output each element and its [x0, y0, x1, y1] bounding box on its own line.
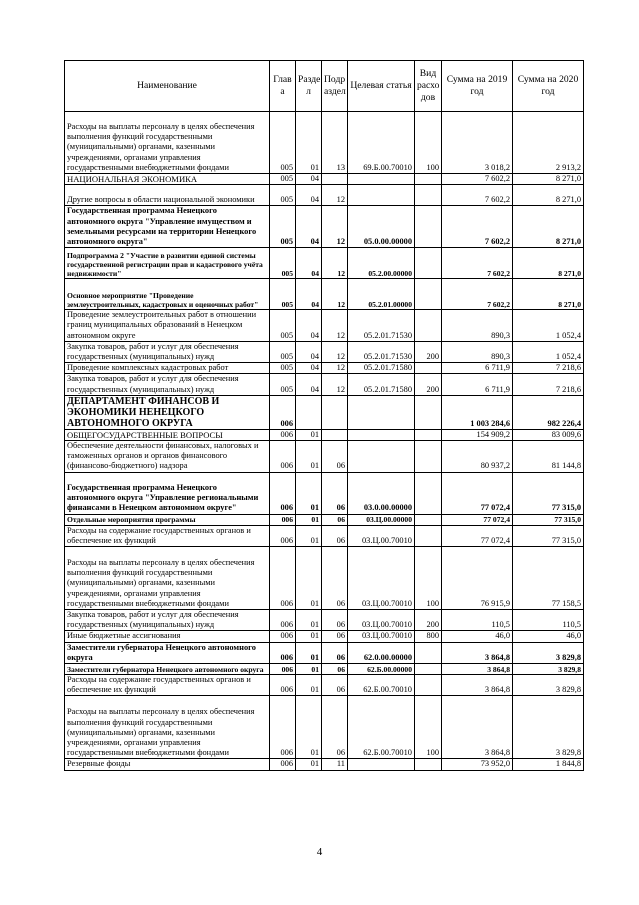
row-tselevaya-statya: 03.Ц.00.00000 [348, 514, 415, 525]
row-razdel: 04 [296, 310, 322, 342]
row-tselevaya-statya [348, 174, 415, 185]
table-row [65, 185, 584, 206]
row-glava: 006 [270, 525, 296, 546]
row-name: Расходы на содержание государственных органов и обеспечение их функций [65, 525, 270, 546]
table-row [65, 429, 584, 440]
row-podrazdel: 12 [322, 279, 348, 310]
row-name: Проведение землеустроительных работ в отношении границ муниципальных образований в Ненецком автономном округе [65, 310, 270, 342]
row-tselevaya-statya: 05.0.00.00000 [348, 206, 415, 248]
row-sum-2019: 3 864,8 [442, 696, 513, 759]
row-tselevaya-statya: 03.Ц.00.70010 [348, 525, 415, 546]
row-glava: 006 [270, 472, 296, 514]
row-sum-2019: 890,3 [442, 341, 513, 362]
row-sum-2020: 46,0 [513, 631, 584, 642]
row-sum-2020: 7 218,6 [513, 374, 584, 395]
row-name: Расходы на выплаты персоналу в целях обеспечения выполнения функций государственными (муниципальными) органами, казенными учреждениями, органами управления государственными внебюджетными фондами [65, 112, 270, 174]
row-sum-2020: 8 271,0 [513, 248, 584, 279]
row-tselevaya-statya [348, 759, 415, 770]
row-razdel: 04 [296, 374, 322, 395]
row-name: ДЕПАРТАМЕНТ ФИНАНСОВ И ЭКОНОМИКИ НЕНЕЦКОГО АВТОНОМНОГО ОКРУГА [65, 395, 270, 429]
row-vid-raskhodov [415, 664, 442, 675]
row-sum-2020: 982 226,4 [513, 395, 584, 429]
row-tselevaya-statya: 62.0.00.00000 [348, 642, 415, 663]
table-row [65, 547, 584, 610]
table-row [65, 664, 584, 675]
table-row [65, 514, 584, 525]
table-row [65, 374, 584, 395]
row-vid-raskhodov [415, 185, 442, 206]
row-sum-2019: 6 711,9 [442, 363, 513, 374]
row-sum-2019: 3 864,8 [442, 664, 513, 675]
row-vid-raskhodov [415, 174, 442, 185]
row-razdel: 04 [296, 248, 322, 279]
row-glava: 005 [270, 248, 296, 279]
row-sum-2020: 77 315,0 [513, 514, 584, 525]
row-razdel: 01 [296, 514, 322, 525]
row-glava: 005 [270, 206, 296, 248]
row-sum-2019: 7 602,2 [442, 248, 513, 279]
row-podrazdel: 06 [322, 514, 348, 525]
row-sum-2020: 110,5 [513, 610, 584, 631]
header-sum-2020: Сумма на 2020 год [513, 61, 584, 112]
row-glava: 005 [270, 363, 296, 374]
row-name: Закупка товаров, работ и услуг для обеспечения государственных (муниципальных) нужд [65, 610, 270, 631]
row-glava: 005 [270, 341, 296, 362]
row-name: Заместители губернатора Ненецкого автономного округа [65, 642, 270, 663]
row-razdel: 01 [296, 610, 322, 631]
row-razdel: 04 [296, 185, 322, 206]
row-sum-2020: 8 271,0 [513, 279, 584, 310]
row-sum-2020: 77 158,5 [513, 547, 584, 610]
row-podrazdel [322, 395, 348, 429]
header-tselevaya-statya: Целевая статья [348, 61, 415, 112]
row-podrazdel: 06 [322, 472, 348, 514]
table-row [65, 472, 584, 514]
row-sum-2020: 83 009,6 [513, 429, 584, 440]
row-vid-raskhodov [415, 206, 442, 248]
table-row [65, 395, 584, 429]
row-sum-2019: 73 952,0 [442, 759, 513, 770]
row-sum-2019: 7 602,2 [442, 174, 513, 185]
row-sum-2019: 110,5 [442, 610, 513, 631]
table-row [65, 206, 584, 248]
row-name: Закупка товаров, работ и услуг для обеспечения государственных (муниципальных) нужд [65, 341, 270, 362]
table-row [65, 441, 584, 473]
row-tselevaya-statya: 05.2.01.00000 [348, 279, 415, 310]
budget-table [64, 60, 584, 771]
row-glava: 006 [270, 631, 296, 642]
row-podrazdel: 06 [322, 525, 348, 546]
row-tselevaya-statya: 05.2.01.71530 [348, 341, 415, 362]
row-vid-raskhodov: 100 [415, 696, 442, 759]
row-vid-raskhodov [415, 759, 442, 770]
table-row [65, 642, 584, 663]
table-row [65, 248, 584, 279]
table-row [65, 279, 584, 310]
row-sum-2020: 1 052,4 [513, 310, 584, 342]
row-vid-raskhodov: 100 [415, 547, 442, 610]
row-podrazdel [322, 429, 348, 440]
row-sum-2020: 81 144,8 [513, 441, 584, 473]
header-razdel: Разде л [296, 61, 322, 112]
row-name: Другие вопросы в области национальной экономики [65, 185, 270, 206]
row-sum-2020: 8 271,0 [513, 174, 584, 185]
row-sum-2019: 7 602,2 [442, 279, 513, 310]
row-sum-2020: 1 052,4 [513, 341, 584, 362]
header-vid-raskhodov: Вид расхо дов [415, 61, 442, 112]
row-tselevaya-statya: 03.Ц.00.70010 [348, 631, 415, 642]
row-razdel [296, 395, 322, 429]
row-razdel: 01 [296, 759, 322, 770]
row-tselevaya-statya: 03.Ц.00.70010 [348, 610, 415, 631]
row-podrazdel: 06 [322, 642, 348, 663]
row-razdel: 04 [296, 341, 322, 362]
row-podrazdel: 12 [322, 374, 348, 395]
row-sum-2020: 77 315,0 [513, 525, 584, 546]
row-glava: 006 [270, 429, 296, 440]
row-vid-raskhodov [415, 363, 442, 374]
row-razdel: 01 [296, 631, 322, 642]
row-glava: 006 [270, 696, 296, 759]
row-podrazdel: 06 [322, 631, 348, 642]
row-razdel: 01 [296, 696, 322, 759]
row-vid-raskhodov: 200 [415, 374, 442, 395]
row-name: Заместители губернатора Ненецкого автономного округа [65, 664, 270, 675]
row-podrazdel: 06 [322, 441, 348, 473]
row-name: Иные бюджетные ассигнования [65, 631, 270, 642]
row-razdel: 01 [296, 525, 322, 546]
row-sum-2019: 77 072,4 [442, 514, 513, 525]
row-razdel: 01 [296, 664, 322, 675]
row-tselevaya-statya [348, 429, 415, 440]
row-razdel: 01 [296, 112, 322, 174]
row-glava: 005 [270, 279, 296, 310]
row-razdel: 04 [296, 206, 322, 248]
row-podrazdel: 06 [322, 696, 348, 759]
row-razdel: 01 [296, 441, 322, 473]
table-row [65, 174, 584, 185]
row-podrazdel: 12 [322, 185, 348, 206]
row-name: Расходы на выплаты персоналу в целях обеспечения выполнения функций государственными (муниципальными) органами, казенными учреждениями, органами управления государственными внебюджетными фондами [65, 696, 270, 759]
row-tselevaya-statya: 05.2.01.71580 [348, 374, 415, 395]
row-podrazdel: 06 [322, 610, 348, 631]
row-razdel: 04 [296, 279, 322, 310]
row-podrazdel: 06 [322, 664, 348, 675]
header-sum-2019: Сумма на 2019 год [442, 61, 513, 112]
header-glava: Глав а [270, 61, 296, 112]
row-sum-2019: 6 711,9 [442, 374, 513, 395]
row-name: НАЦИОНАЛЬНАЯ ЭКОНОМИКА [65, 174, 270, 185]
row-name: ОБЩЕГОСУДАРСТВЕННЫЕ ВОПРОСЫ [65, 429, 270, 440]
row-name: Расходы на выплаты персоналу в целях обеспечения выполнения функций государственными (муниципальными) органами, казенными учреждениями, органами управления государственными внебюджетными фондами [65, 547, 270, 610]
table-row [65, 112, 584, 174]
row-tselevaya-statya [348, 395, 415, 429]
table-row [65, 631, 584, 642]
row-tselevaya-statya: 69.Б.00.70010 [348, 112, 415, 174]
row-name: Закупка товаров, работ и услуг для обеспечения государственных (муниципальных) нужд [65, 374, 270, 395]
row-podrazdel: 06 [322, 547, 348, 610]
table-row [65, 341, 584, 362]
row-glava: 006 [270, 610, 296, 631]
row-glava: 005 [270, 185, 296, 206]
row-sum-2019: 77 072,4 [442, 525, 513, 546]
table-row [65, 363, 584, 374]
row-vid-raskhodov: 800 [415, 631, 442, 642]
row-glava: 006 [270, 441, 296, 473]
row-name: Государственная программа Ненецкого автономного округа "Управление имуществом и земельными ресурсами на территории Ненецкого автономного округа" [65, 206, 270, 248]
row-sum-2020: 3 829,8 [513, 675, 584, 696]
row-sum-2019: 3 018,2 [442, 112, 513, 174]
table-row [65, 310, 584, 342]
row-vid-raskhodov: 200 [415, 341, 442, 362]
table-row [65, 675, 584, 696]
row-glava: 006 [270, 514, 296, 525]
row-tselevaya-statya: 03.Ц.00.70010 [348, 547, 415, 610]
row-podrazdel: 11 [322, 759, 348, 770]
row-podrazdel: 13 [322, 112, 348, 174]
row-podrazdel: 06 [322, 675, 348, 696]
row-sum-2019: 3 864,8 [442, 675, 513, 696]
row-sum-2020: 3 829,8 [513, 696, 584, 759]
row-vid-raskhodov [415, 675, 442, 696]
row-podrazdel: 12 [322, 310, 348, 342]
row-glava: 005 [270, 174, 296, 185]
row-tselevaya-statya [348, 185, 415, 206]
row-sum-2020: 1 844,8 [513, 759, 584, 770]
row-vid-raskhodov [415, 395, 442, 429]
row-vid-raskhodov [415, 429, 442, 440]
row-vid-raskhodov [415, 514, 442, 525]
row-sum-2020: 8 271,0 [513, 206, 584, 248]
row-name: Проведение комплексных кадастровых работ [65, 363, 270, 374]
row-tselevaya-statya: 05.2.00.00000 [348, 248, 415, 279]
row-podrazdel: 12 [322, 341, 348, 362]
row-sum-2019: 7 602,2 [442, 206, 513, 248]
row-vid-raskhodov [415, 279, 442, 310]
row-sum-2020: 8 271,0 [513, 185, 584, 206]
row-sum-2020: 77 315,0 [513, 472, 584, 514]
row-vid-raskhodov [415, 472, 442, 514]
table-row [65, 759, 584, 770]
row-sum-2019: 80 937,2 [442, 441, 513, 473]
row-razdel: 01 [296, 547, 322, 610]
header-podrazdel: Подр аздел [322, 61, 348, 112]
row-tselevaya-statya: 05.2.01.71580 [348, 363, 415, 374]
row-sum-2019: 154 909,2 [442, 429, 513, 440]
row-glava: 006 [270, 759, 296, 770]
row-glava: 006 [270, 675, 296, 696]
row-sum-2020: 3 829,8 [513, 642, 584, 663]
row-glava: 005 [270, 310, 296, 342]
row-sum-2020: 7 218,6 [513, 363, 584, 374]
row-vid-raskhodov [415, 525, 442, 546]
row-razdel: 04 [296, 363, 322, 374]
row-sum-2019: 7 602,2 [442, 185, 513, 206]
row-podrazdel: 12 [322, 248, 348, 279]
page-number: 4 [316, 846, 323, 858]
row-tselevaya-statya: 05.2.01.71530 [348, 310, 415, 342]
row-glava: 006 [270, 395, 296, 429]
row-podrazdel: 12 [322, 206, 348, 248]
row-name: Основное мероприятие "Проведение землеустроительных, кадастровых и оценочных работ" [65, 279, 270, 310]
row-tselevaya-statya: 62.Б.00.70010 [348, 696, 415, 759]
row-razdel: 01 [296, 472, 322, 514]
row-sum-2019: 76 915,9 [442, 547, 513, 610]
row-razdel: 01 [296, 429, 322, 440]
row-glava: 006 [270, 664, 296, 675]
row-sum-2020: 3 829,8 [513, 664, 584, 675]
row-podrazdel [322, 174, 348, 185]
row-sum-2019: 77 072,4 [442, 472, 513, 514]
row-sum-2019: 3 864,8 [442, 642, 513, 663]
row-sum-2019: 890,3 [442, 310, 513, 342]
row-name: Государственная программа Ненецкого автономного округа "Управление региональными финансами в Ненецком автономном округе" [65, 472, 270, 514]
table-row [65, 610, 584, 631]
row-razdel: 01 [296, 642, 322, 663]
row-tselevaya-statya: 62.Б.00.70010 [348, 675, 415, 696]
row-name: Расходы на содержание государственных органов и обеспечение их функций [65, 675, 270, 696]
row-vid-raskhodov: 200 [415, 610, 442, 631]
row-glava: 006 [270, 642, 296, 663]
row-podrazdel: 12 [322, 363, 348, 374]
row-name: Обеспечение деятельности финансовых, налоговых и таможенных органов и органов финансового (финансово-бюджетного) надзора [65, 441, 270, 473]
row-name: Подпрограмма 2 "Участие в развитии единой системы государственной регистрации прав и кадастрового учёта недвижимости" [65, 248, 270, 279]
header-name: Наименование [65, 61, 270, 112]
row-tselevaya-statya: 03.0.00.00000 [348, 472, 415, 514]
row-vid-raskhodov [415, 248, 442, 279]
row-vid-raskhodov [415, 441, 442, 473]
row-vid-raskhodov [415, 310, 442, 342]
row-vid-raskhodov [415, 642, 442, 663]
row-glava: 005 [270, 112, 296, 174]
header-row [65, 61, 584, 112]
row-razdel: 01 [296, 675, 322, 696]
row-glava: 006 [270, 547, 296, 610]
row-name: Отдельные мероприятия программы [65, 514, 270, 525]
row-sum-2019: 46,0 [442, 631, 513, 642]
table-row [65, 696, 584, 759]
row-razdel: 04 [296, 174, 322, 185]
table-row [65, 525, 584, 546]
row-glava: 005 [270, 374, 296, 395]
row-name: Резервные фонды [65, 759, 270, 770]
row-sum-2020: 2 913,2 [513, 112, 584, 174]
row-tselevaya-statya: 62.Б.00.00000 [348, 664, 415, 675]
row-sum-2019: 1 003 284,6 [442, 395, 513, 429]
row-vid-raskhodov: 100 [415, 112, 442, 174]
row-tselevaya-statya [348, 441, 415, 473]
